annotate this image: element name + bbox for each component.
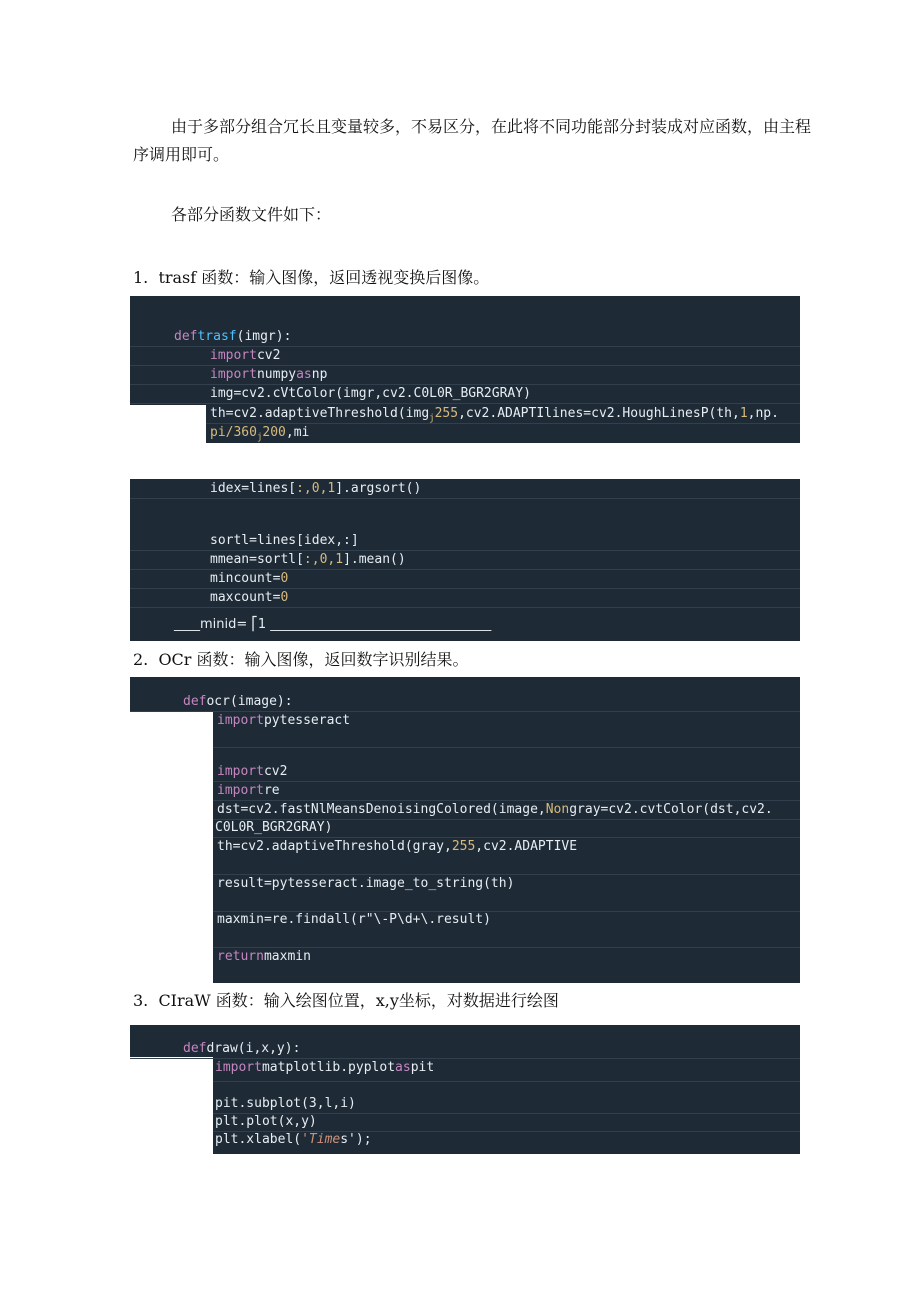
- code-line: dst=cv2.fastNlMeansDenoisingColored(image,Nongray=cv2.cvtColor(dst,cv2.: [213, 801, 800, 820]
- code-line-cutoff: ____minid= ⎡1 __________________________________: [174, 617, 492, 632]
- section-function-name: CIraW: [158, 991, 211, 1010]
- code-line: returnmaxmin: [217, 949, 311, 964]
- code-line: plt.plot(x,y): [213, 1113, 800, 1132]
- code-line: importcv2: [213, 763, 800, 782]
- code-line: plt.xlabel('Times');: [215, 1132, 372, 1147]
- code-line: maxmin=re.findall(r"\-P\d+\.result): [213, 911, 800, 948]
- code-line: th=cv2.adaptiveThreshold(gray,255,cv2.ADAPTIVE: [213, 838, 800, 875]
- section-function-name: trasf: [158, 268, 197, 287]
- section-heading-trasf: [133, 266, 489, 290]
- section-heading-draw: [133, 989, 559, 1013]
- section-number: 1.: [133, 268, 149, 287]
- code-line: importmatplotlib.pyplotaspit: [213, 1059, 800, 1082]
- code-line: importnumpyasnp: [130, 366, 800, 385]
- code-line: th=cv2.adaptiveThreshold(img$_j$255,cv2.ADAPTIlines=cv2.HoughLinesP(th,1,np.: [206, 405, 800, 424]
- code-line: mincount=0: [130, 570, 800, 589]
- code-line: img=cv2.cVtColor(imgr,cv2.C0L0R_BGR2GRAY): [130, 385, 800, 404]
- code-line: C0L0R_BGR2GRAY): [213, 819, 800, 838]
- code-line: defocr(image):: [130, 693, 800, 712]
- section-number: 2.: [133, 650, 149, 669]
- section-description: 函数：输入绘图位置，x,y坐标，对数据进行绘图: [215, 991, 559, 1010]
- code-line: importre: [213, 782, 800, 801]
- code-line: $pi/360_j200,mi$: [210, 425, 310, 443]
- section-heading-ocr: [133, 648, 469, 672]
- section-function-name: OCr: [158, 650, 192, 669]
- code-line: deftrasf(imgr):: [130, 328, 800, 347]
- code-line: defdraw(i,x,y):: [130, 1040, 800, 1059]
- code-line: sortl=lines[idex,:]: [130, 532, 800, 551]
- section-description: 函数：输入图像，返回透视变换后图像。: [201, 268, 490, 287]
- code-line: maxcount=0: [130, 589, 800, 608]
- code-line: importpytesseract: [213, 712, 800, 748]
- section-description: 函数：输入图像，返回数字识别结果。: [196, 650, 469, 669]
- intro-subheading: 各部分函数文件如下：: [171, 205, 332, 224]
- code-line: pit.subplot(3,l,i): [213, 1095, 800, 1114]
- section-number: 3.: [133, 991, 149, 1010]
- intro-paragraph: 由于多部分组合冗长且变量较多，不易区分，在此将不同功能部分封装成对应函数，由主程序调用即可。: [133, 117, 812, 164]
- code-line: mmean=sortl[:,0,1].mean(): [130, 551, 800, 570]
- code-line: result=pytesseract.image_to_string(th): [213, 875, 800, 912]
- code-line: idex=lines[:,0,1].argsort(): [130, 480, 800, 499]
- code-line: importcv2: [130, 347, 800, 366]
